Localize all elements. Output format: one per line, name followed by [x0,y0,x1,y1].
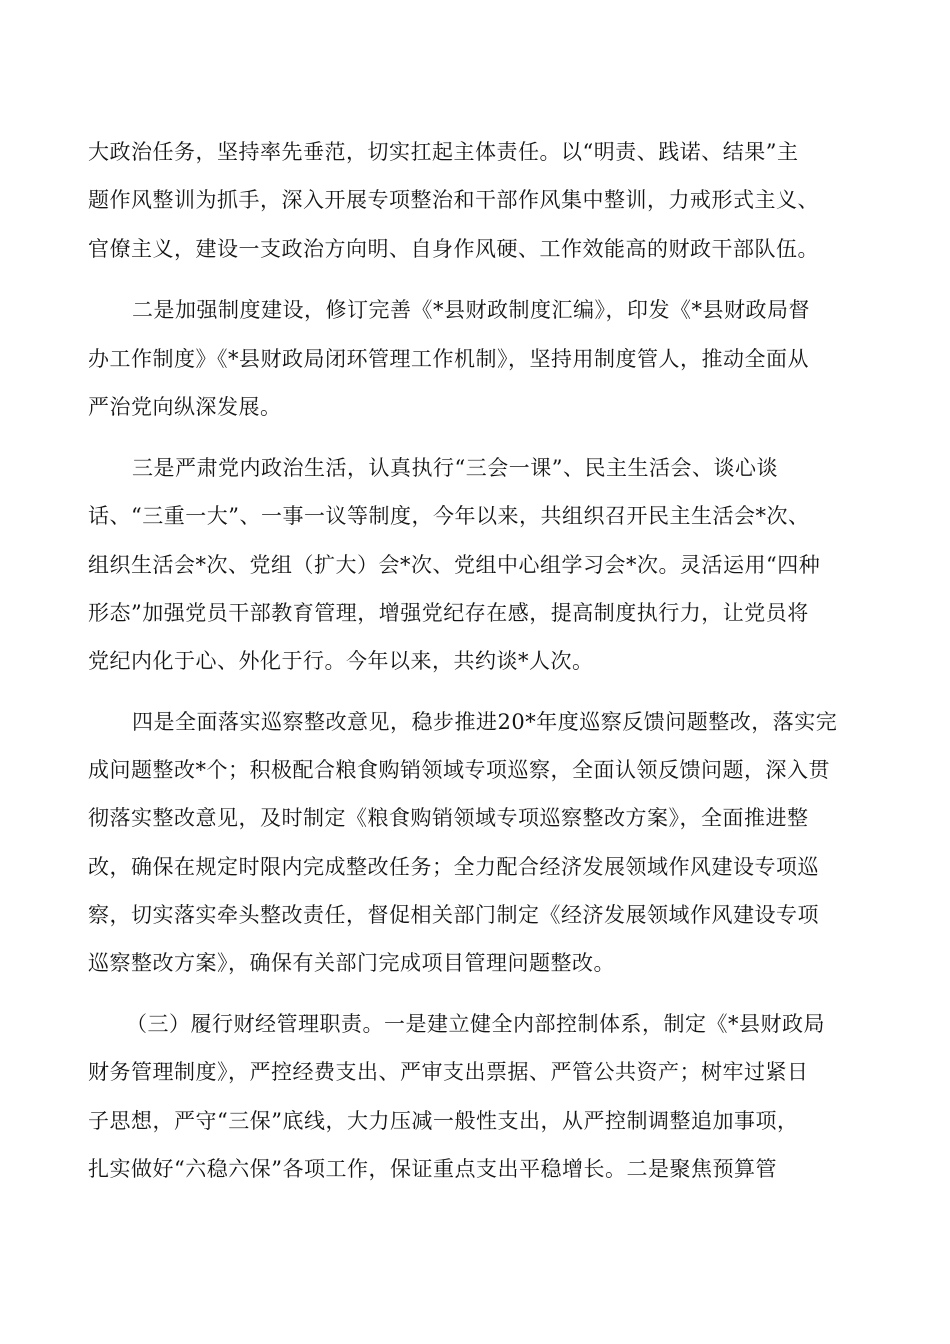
text-line: 题作风整训为抓手，深入开展专项整治和干部作风集中整训，力戒形式主义、 [88,188,819,212]
text-line: 形态”加强党员干部教育管理，增强党纪存在感，提高制度执行力，让党员将 [88,601,809,625]
paragraph-first-line: （三）履行财经管理职责。一是建立健全内部控制体系，制定《*县财政局 [126,1012,825,1036]
text-line: 察，切实落实牵头整改责任，督促相关部门制定《经济发展领域作风建设专项 [88,903,819,927]
text-line: 官僚主义，建设一支政治方向明、自身作风硬、工作效能高的财政干部队伍。 [88,237,819,261]
text-line: 大政治任务，坚持率先垂范，切实扛起主体责任。以“明责、践诺、结果”主 [88,140,799,164]
text-line: 组织生活会*次、党组（扩大）会*次、党组中心组学习会*次。灵活运用“四种 [88,553,821,577]
text-line: 话、“三重一大”、一事一议等制度，今年以来，共组织召开民主生活会*次、 [88,504,810,528]
text-line: 成问题整改*个；积极配合粮食购销领域专项巡察，全面认领反馈问题，深入贯 [88,758,830,782]
paragraph-first-line: 四是全面落实巡察整改意见，稳步推进20*年度巡察反馈问题整改，落实完 [132,710,838,734]
text-line: 彻落实整改意见，及时制定《粮食购销领域专项巡察整改方案》，全面推进整 [88,806,809,830]
text-line: 办工作制度》《*县财政局闭环管理工作机制》，坚持用制度管人，推动全面从 [88,347,809,371]
paragraph-first-line: 二是加强制度建设，修订完善《*县财政制度汇编》，印发《*县财政局督 [132,298,810,322]
text-line: 严治党向纵深发展。 [88,395,282,419]
text-line: 改，确保在规定时限内完成整改任务；全力配合经济发展领域作风建设专项巡 [88,855,819,879]
text-line: 党纪内化于心、外化于行。今年以来，共约谈*人次。 [88,649,594,673]
text-line: 子思想，严守“三保”底线，大力压减一般性支出，从严控制调整追加事项， [88,1109,799,1133]
text-line: 财务管理制度》，严控经费支出、严审支出票据、严管公共资产；树牢过紧日 [88,1060,809,1084]
text-line: 扎实做好“六稳六保”各项工作，保证重点支出平稳增长。二是聚焦预算管 [88,1157,777,1181]
paragraph-first-line: 三是严肃党内政治生活，认真执行“三会一课”、民主生活会、谈心谈 [132,456,778,480]
text-line: 巡察整改方案》，确保有关部门完成项目管理问题整改。 [88,951,615,975]
